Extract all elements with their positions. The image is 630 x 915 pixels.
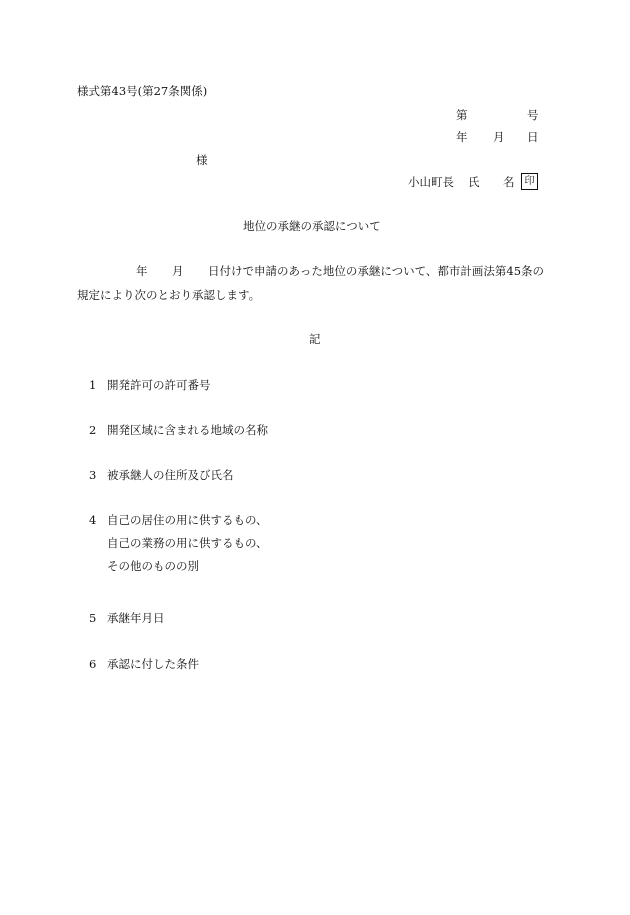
issue-number-suffix: 号 xyxy=(527,108,539,122)
addressee-honorific: 様 xyxy=(196,153,208,167)
body-month-label: 月 xyxy=(172,264,184,278)
date-year-label: 年 xyxy=(456,130,468,144)
item-text: 被承継人の住所及び氏名 xyxy=(107,468,234,482)
issuer-title: 小山町長 xyxy=(408,175,454,189)
ki-heading: 記 xyxy=(309,332,321,346)
item-text: 承継年月日 xyxy=(107,611,165,625)
item-text: 承認に付した条件 xyxy=(107,657,199,671)
item-number: 1 xyxy=(89,378,97,392)
item-number: 6 xyxy=(89,657,97,671)
seal-stamp-icon: 印 xyxy=(521,173,538,190)
item-number: 3 xyxy=(89,468,97,482)
item-text: その他のものの別 xyxy=(107,559,199,573)
item-text: 自己の居住の用に供するもの、 xyxy=(107,513,268,527)
document-subject: 地位の承継の承認について xyxy=(243,219,381,233)
issue-number-prefix: 第 xyxy=(456,108,468,122)
issuer-name-label-first: 氏 xyxy=(468,175,480,189)
body-text-line-1: 日付けで申請のあった地位の承継について、都市計画法第45条の xyxy=(208,264,545,278)
item-text: 自己の業務の用に供するもの、 xyxy=(107,536,268,550)
form-number: 様式第43号(第27条関係) xyxy=(77,84,208,98)
body-text-line-2: 規定により次のとおり承認します。 xyxy=(77,288,261,302)
body-year-label: 年 xyxy=(136,264,148,278)
item-number: 4 xyxy=(89,513,97,527)
item-number: 5 xyxy=(89,611,97,625)
issuer-name-label-second: 名 xyxy=(503,175,515,189)
date-month-label: 月 xyxy=(493,130,505,144)
date-day-label: 日 xyxy=(527,130,539,144)
item-text: 開発区域に含まれる地域の名称 xyxy=(107,423,268,437)
item-number: 2 xyxy=(89,423,97,437)
item-text: 開発許可の許可番号 xyxy=(107,378,211,392)
